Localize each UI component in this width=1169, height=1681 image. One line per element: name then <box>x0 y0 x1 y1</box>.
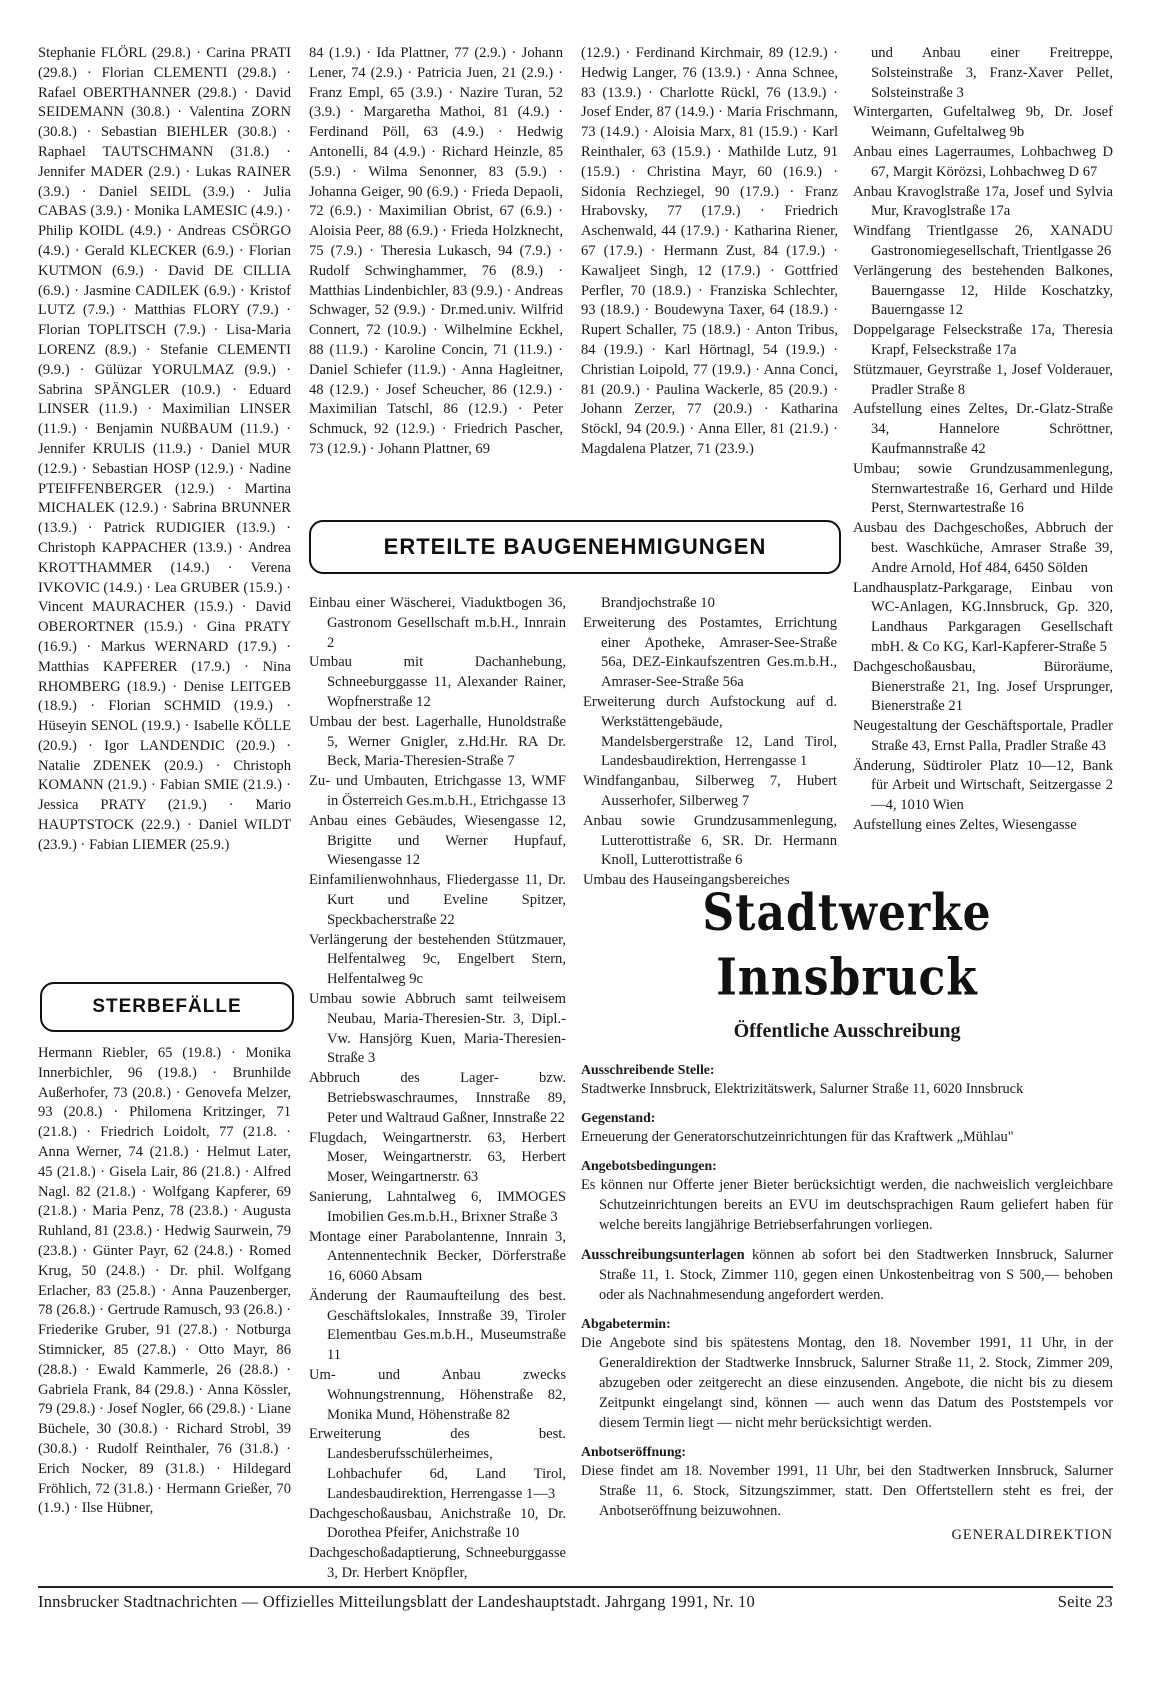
permit-entry: Verlängerung des bestehenden Balkones, Bauerngasse 12, Hilde Koschatzky, Bauerngasse 12 <box>853 262 1113 319</box>
permit-entry: Umbau des Hauseingangsbereiches <box>583 872 790 889</box>
permit-entry: Aufstellung eines Zeltes, Dr.-Glatz-Straße 34, Hannelore Schröttner, Kaufmannstraße 42 <box>853 401 1113 457</box>
deaths-list-col3 <box>581 44 838 460</box>
permit-entry: Flugdach, Weingartnerstr. 63, Herbert Moser, Weingartnerstr. 63, Herbert Moser, Weingartnerstr. 63 <box>309 1129 566 1186</box>
tender-title: Öffentliche Ausschreibung <box>733 1020 961 1042</box>
permit-entry: Änderung, Südtiroler Platz 10—12, Bank für Arbeit und Wirtschaft, Seitzergasse 2—4, 1010 Wien <box>853 757 1113 814</box>
deaths-text-1: Hermann Riebler, 65 (19.8.) · Monika Innerbichler, 96 (19.8.) · Brunhilde Außerhofer, 73 (20.8.) · Genovefa Melzer, 93 (20.8.) · Philomena Kritzinger, 71 (21.8.) · Friedrich Loidolt, 77 (21.8. · Anna Werner, 74 (21.8.) · Helmut Later, 45 (21.8.) · Gisela Lair, 86 (21.8.) · Alfred Nagl. 82 (21.8.) · Wolfgang Kapferer, 69 (21.8.) · Maria Penz, 78 (23.8.) · Augusta Ruhland, 81 (23.8.) · Hedwig Saurwein, 79 (23.8.) · Günter Payr, 62 (24.8.) · Romed Krug, 50 (24.8.) · Dr. phil. Wolfgang Erlacher, 83 (25.8.) · Anna Pauzenberger, 78 (26.8.) · Gertrude Ramusch, 93 (26.8.) · Friederike Gruber, 91 (27.8.) · Notburga Stimnicker, 85 (27.8.) · Otto Mayr, 86 (28.8.) · Ewald Kammerle, 26 (28.8.) · Gabriela Frank, 84 (29.8.) · Anna Kössler, 79 (29.8.) · Josef Nogler, 66 (29.8.) · Liane Büchele, 30 (30.8.) · Richard Strobl, 39 (30.8.) · Rudolf Reinthaler, 76 (31.8.) · Erich Nocker, 89 (31.8.) · Hildegard Fröhlich, 72 (31.8.) · Hermann Grießer, 70 (1.9.) · Ilse Hübner, <box>38 1045 291 1517</box>
births-text: Stephanie FLÖRL (29.8.) · Carina PRATI (29.8.) · Florian CLEMENTI (29.8.) · Rafael OBERTHANNER (29.8.) · David SEIDEMANN (30.8.) · Valentina ZORN (30.8.) · Sebastian BIEHLER (30.8.) · Raphael TAUTSCHMANN (31.8.) · Jennifer MADER (2.9.) · Lukas RAINER (3.9.) · Daniel SEIDL (3.9.) · Julia CABAS (3.9.) · Monika LAMESIC (4.9.) · Philip KOIDL (4.9.) · Andreas CSÖRGO (4.9.) · Gerald KLECKER (6.9.) · Florian KUTMON (6.9.) · David DE CILLIA (6.9.) · Jasmine CADILEK (6.9.) · Kristof LUTZ (7.9.) · Matthias FLORY (7.9.) · Florian TOPLITSCH (7.9.) · Lisa-Maria LORENZ (8.9.) · Stefanie CLEMENTI (9.9.) · Gülüzar YORULMAZ (9.9.) · Sabrina SPÄNGLER (10.9.) · Eduard LINSER (11.9.) · Maximilian LINSER (11.9.) · Benjamin NUßBAUM (11.9.) · Jennifer KRULIS (11.9.) · Daniel MUR (12.9.) · Sebastian HOSP (12.9.) · Nadine PTEIFFENBERGER (12.9.) · Martina MICHALEK (12.9.) · Sabrina BRUNNER (13.9.) · Patrick RUDIGIER (13.9.) · Christoph KAPPACHER (13.9.) · Andrea KROTTHAMMER (14.9.) · Verena IVKOVIC (14.9.) · Lea GRUBER (15.9.) · Vincent MAURACHER (15.9.) · David OBERORTNER (15.9.) · Gina PRATY (16.9.) · Markus WERNARD (17.9.) · Matthias KAPFERER (17.9.) · Nina RHOMBERG (18.9.) · Denise LEITGEB (18.9.) · Florian SCHMID (19.9.) · Hüseyin SENOL (19.9.) · Isabelle KÖLLE (20.9.) · Igor LANDENDIC (20.9.) · Natalie ZDENEK (20.9.) · Christoph KOMANN (21.9.) · Fabian SMIE (21.9.) · Jessica PRATY (21.9.) · Mario HAUPTSTOCK (22.9.) · Daniel WILDT (23.9.) · Fabian LIEMER (25.9.) <box>38 45 291 853</box>
permits-col2 <box>583 594 837 891</box>
permit-entry: Brandjochstraße 10 <box>601 595 715 611</box>
permit-entry: Ausbau des Dachgeschoßes, Abbruch der best. Waschküche, Amraser Straße 39, Andre Arnold, Hof 484, 6450 Sölden <box>853 520 1113 576</box>
tender-opening-text: Diese findet am 18. November 1991, 11 Uhr, bei den Stadtwerken Innsbruck, Salurner Straße 11, 6. Stock, Sitzungszimmer, statt. Den Offertstellern steht es frei, der Anbotseröffnung beizuwohnen. <box>581 1463 1113 1519</box>
stadtwerke-tender-notice <box>581 883 1113 1544</box>
tender-deadline-text: Die Angebote sind bis spätestens Montag, den 18. November 1991, 11 Uhr, in der Generaldirektion der Stadtwerke Innsbruck, Salurner Straße 11, 2. Stock, Zimmer 209, abzugeben oder zeitgerecht an diese einzusenden. Angebote, die nicht bis zu diesem Zeitpunkt eingelangt sind, können — auch wenn das Datum des Poststempels vor diesem Termin liegt — nicht mehr berücksichtigt werden. <box>581 1335 1113 1431</box>
permit-entry: Umbau der best. Lagerhalle, Hunoldstraße 5, Werner Gnigler, z.Hd.Hr. RA Dr. Beck, Maria-Theresien-Straße 7 <box>309 713 566 770</box>
tender-heading-documents: Ausschreibungsunterlagen <box>581 1247 745 1263</box>
deaths-text-2: 84 (1.9.) · Ida Plattner, 77 (2.9.) · Johann Lener, 74 (2.9.) · Patricia Juen, 21 (2.9.) · Franz Empl, 65 (3.9.) · Nazire Turan, 52 (3.9.) · Margaretha Mathoi, 81 (4.9.) · Ferdinand Pöll, 63 (4.9.) · Hedwig Antonelli, 84 (4.9.) · Richard Heinzle, 85 (5.9.) · Wilma Senonner, 83 (5.9.) · Johanna Geiger, 90 (6.9.) · Frieda Depaoli, 72 (6.9.) · Maximilian Obrist, 67 (6.9.) · Aloisia Peer, 88 (6.9.) · Frieda Holzknecht, 75 (7.9.) · Theresia Lukasch, 94 (7.9.) · Rudolf Schwinghammer, 76 (8.9.) · Matthias Lindenbichler, 83 (9.9.) · Andreas Schwager, 52 (9.9.) · Dr.med.univ. Wilfrid Connert, 72 (10.9.) · Wilhelmine Eckhel, 88 (11.9.) · Karoline Concin, 71 (11.9.) · Daniel Schiefer (11.9.) · Anna Hagleitner, 48 (12.9.) · Josef Scheucher, 86 (12.9.) · Maximilian Tatschl, 86 (12.9.) · Peter Schmuck, 92 (12.9.) · Friedrich Pascher, 73 (12.9.) · Johann Plattner, 69 <box>309 45 563 457</box>
footer-page-number: Seite 23 <box>1057 1592 1113 1611</box>
permit-entry: Um- und Anbau zwecks Wohnungstrennung, Höhenstraße 82, Monika Mund, Höhenstraße 82 <box>309 1367 566 1423</box>
permit-entry: Umbau sowie Abbruch samt teilweisem Neubau, Maria-Theresien-Str. 3, Dipl.-Vw. Hansjörg Kuen, Maria-Theresien-Straße 3 <box>309 990 566 1067</box>
section-heading-sterbefaelle: STERBEFÄLLE <box>40 982 294 1032</box>
permits-col3 <box>853 44 1113 836</box>
permit-entry: Erweiterung durch Aufstockung auf d. Werkstättengebäude, Mandelsbergerstraße 12, Land Tirol, Landesbaudirektion, Herrengasse 1 <box>583 693 837 770</box>
permit-entry: Anbau eines Gebäudes, Wiesengasse 12, Brigitte und Werner Hupfauf, Wiesengasse 12 <box>309 812 566 869</box>
permit-entry: Neugestaltung der Geschäftsportale, Pradler Straße 43, Ernst Palla, Pradler Straße 43 <box>853 718 1113 754</box>
tender-issuer-text: Stadtwerke Innsbruck, Elektrizitätswerk, Salurner Straße 11, 6020 Innsbruck <box>581 1081 1024 1097</box>
permit-entry: Umbau; sowie Grundzusammenlegung, Sternwartestraße 16, Gerhard und Hilde Perst, Sternwartestraße 16 <box>853 460 1113 517</box>
permit-entry: Wintergarten, Gufeltalweg 9b, Dr. Josef Weimann, Gufeltalweg 9b <box>853 104 1113 141</box>
tender-heading-opening: Anbotseröffnung: <box>581 1444 687 1459</box>
tender-heading-subject: Gegenstand: <box>581 1110 656 1125</box>
permit-entry: Verlängerung der bestehenden Stützmauer, Helfentalweg 9c, Engelbert Stern, Helfentalweg 9c <box>309 931 566 988</box>
tender-heading-issuer: Ausschreibende Stelle: <box>581 1062 715 1077</box>
permit-entry: Anbau eines Lagerraumes, Lohbachweg D 67, Margit Körözsi, Lohbachweg D 67 <box>853 143 1113 180</box>
permit-entry: Aufstellung eines Zeltes, Wiesengasse <box>853 817 1077 834</box>
permit-entry: Einbau einer Wäscherei, Viaduktbogen 36, Gastronom Gesellschaft m.b.H., Innrain 2 <box>309 595 566 651</box>
stadtwerke-logo: Stadtwerke Innsbruck <box>702 883 992 1007</box>
tender-signature: GENERALDIREKTION <box>951 1527 1113 1543</box>
permit-entry: Zu- und Umbauten, Etrichgasse 13, WMF in Österreich Ges.m.b.H., Etrichgasse 13 <box>309 773 566 809</box>
deaths-text-3: (12.9.) · Ferdinand Kirchmair, 89 (12.9.) · Hedwig Langer, 76 (13.9.) · Anna Schnee, 83 (13.9.) · Charlotte Rückl, 76 (13.9.) · Josef Ender, 87 (14.9.) · Maria Frischmann, 73 (14.9.) · Aloisia Marx, 81 (15.9.) · Karl Reinthaler, 63 (15.9.) · Mathilde Lutz, 91 (15.9.) · Christina Mayr, 60 (16.9.) · Sidonia Rechziegel, 90 (17.9.) · Franz Hrabovsky, 77 (17.9.) · Friedrich Aschenwald, 44 (17.9.) · Katharina Riener, 67 (17.9.) · Hermann Zust, 84 (17.9.) · Kawaljeet Singh, 12 (17.9.) · Gottfried Perfler, 70 (18.9.) · Franziska Schlechter, 93 (18.9.) · Boudewyna Taxer, 64 (18.9.) · Rupert Schaller, 75 (18.9.) · Anton Tribus, 84 (19.9.) · Karl Hörtnagl, 54 (19.9.) · Christian Loipold, 77 (19.9.) · Anna Conci, 81 (20.9.) · Paulina Wackerle, 85 (20.9.) · Johann Zerzer, 77 (20.9.) · Katharina Stöckl, 94 (20.9.) · Anna Eller, 81 (21.9.) · Magdalena Platzer, 71 (23.9.) <box>581 45 838 457</box>
tender-documents-text: können ab sofort bei den Stadtwerken Innsbruck, Salurner Straße 11, 1. Stock, Zimmer 110, gegen einen Unkostenbeitrag von S 500,— behoben oder als Nachnahmesendung angefordert werden. <box>599 1247 1113 1303</box>
permit-entry: Stützmauer, Geyrstraße 1, Josef Volderauer, Pradler Straße 8 <box>853 361 1113 398</box>
permit-entry: Abbruch des Lager- bzw. Betriebswaschraumes, Innstraße 89, Peter und Waltraud Gaßner, Innstraße 22 <box>309 1070 566 1126</box>
footer-publication: Innsbrucker Stadtnachrichten — Offizielles Mitteilungsblatt der Landeshauptstadt. Jahrgang 1991, Nr. 10 <box>38 1592 755 1611</box>
tender-heading-conditions: Angebotsbedingungen: <box>581 1158 717 1173</box>
tender-documents <box>581 1245 1113 1305</box>
deaths-list-col2 <box>309 44 563 460</box>
permit-entry: Anbau Kravoglstraße 17a, Josef und Sylvia Mur, Kravoglstraße 17a <box>853 183 1113 220</box>
permit-entry: Doppelgarage Felseckstraße 17a, Theresia Krapf, Felseckstraße 17a <box>853 322 1113 358</box>
permit-entry: Erweiterung des Postamtes, Errichtung einer Apotheke, Amraser-See-Straße 56a, DEZ-Einkaufszentren Ges.m.b.H., Amraser-See-Straße 56a <box>583 614 837 691</box>
permit-entry: Sanierung, Lahntalweg 6, IMMOGES Imobilien Ges.m.b.H., Brixner Straße 3 <box>309 1188 566 1225</box>
deaths-list-col1 <box>38 1044 291 1519</box>
permit-entry: Änderung der Raumaufteilung des best. Geschäftslokales, Innstraße 39, Tiroler Elementbau Ges.m.b.H., Museumstraße 11 <box>309 1287 566 1364</box>
tender-conditions-text: Es können nur Offerte jener Bieter berücksichtigt werden, die nachweislich vergleichbare Schutzeinrichtungen bereits an EVU im deutschsprachigen Raum geliefert haben für welche bereits langjährige Betriebserfahrungen vorliegen. <box>581 1177 1113 1233</box>
permit-entry: Erweiterung des best. Landesberufsschülerheimes, Lohbachufer 6d, Land Tirol, Landesbaudirektion, Herrengasse 1—3 <box>309 1426 566 1502</box>
permit-entry: Dachgeschoßadaptierung, Schneeburggasse 3, Dr. Herbert Knöpfler, <box>309 1545 566 1582</box>
permit-entry: Windfanganbau, Silberweg 7, Hubert Ausserhofer, Silberweg 7 <box>583 773 837 809</box>
permit-entry: Dachgeschoßausbau, Anichstraße 10, Dr. Dorothea Pfeifer, Anichstraße 10 <box>309 1505 566 1542</box>
permits-col1 <box>309 594 566 1584</box>
permit-entry: und Anbau einer Freitreppe, Solsteinstraße 3, Franz-Xaver Pellet, Solsteinstraße 3 <box>871 45 1113 101</box>
footer-divider <box>38 1586 1113 1588</box>
permit-entry: Einfamilienwohnhaus, Fliedergasse 11, Dr. Kurt und Eveline Spitzer, Speckbacherstraße 22 <box>309 872 566 928</box>
births-list <box>38 44 291 856</box>
permit-entry: Landhausplatz-Parkgarage, Einbau von WC-Anlagen, KG.Innsbruck, Gp. 320, Landhaus Parkgaragen Gesellschaft mbH. & Co KG, Karl-Kapferer-Straße 5 <box>853 579 1113 655</box>
tender-subject-text: Erneuerung der Generatorschutzeinrichtungen für das Kraftwerk „Mühlau" <box>581 1129 1014 1145</box>
permit-entry: Montage einer Parabolantenne, Innrain 3, Antennentechnik Becker, Dörferstraße 16, 6060 Absam <box>309 1228 566 1285</box>
page-footer <box>38 1592 1113 1612</box>
permit-entry: Windfang Trientlgasse 26, XANADU Gastronomiegesellschaft, Trientlgasse 26 <box>853 223 1113 259</box>
tender-heading-deadline: Abgabetermin: <box>581 1316 671 1331</box>
permit-entry: Anbau sowie Grundzusammenlegung, Lutterottistraße 6, SR. Dr. Hermann Knoll, Lutterottistraße 6 <box>583 812 837 869</box>
section-heading-baugenehmigungen: ERTEILTE BAUGENEHMIGUNGEN <box>309 520 841 574</box>
permit-entry: Dachgeschoßausbau, Büroräume, Bienerstraße 21, Ing. Josef Ursprunger, Bienerstraße 21 <box>853 658 1113 715</box>
permit-entry: Umbau mit Dachanhebung, Schneeburggasse 11, Alexander Rainer, Wopfnerstraße 12 <box>309 654 566 710</box>
